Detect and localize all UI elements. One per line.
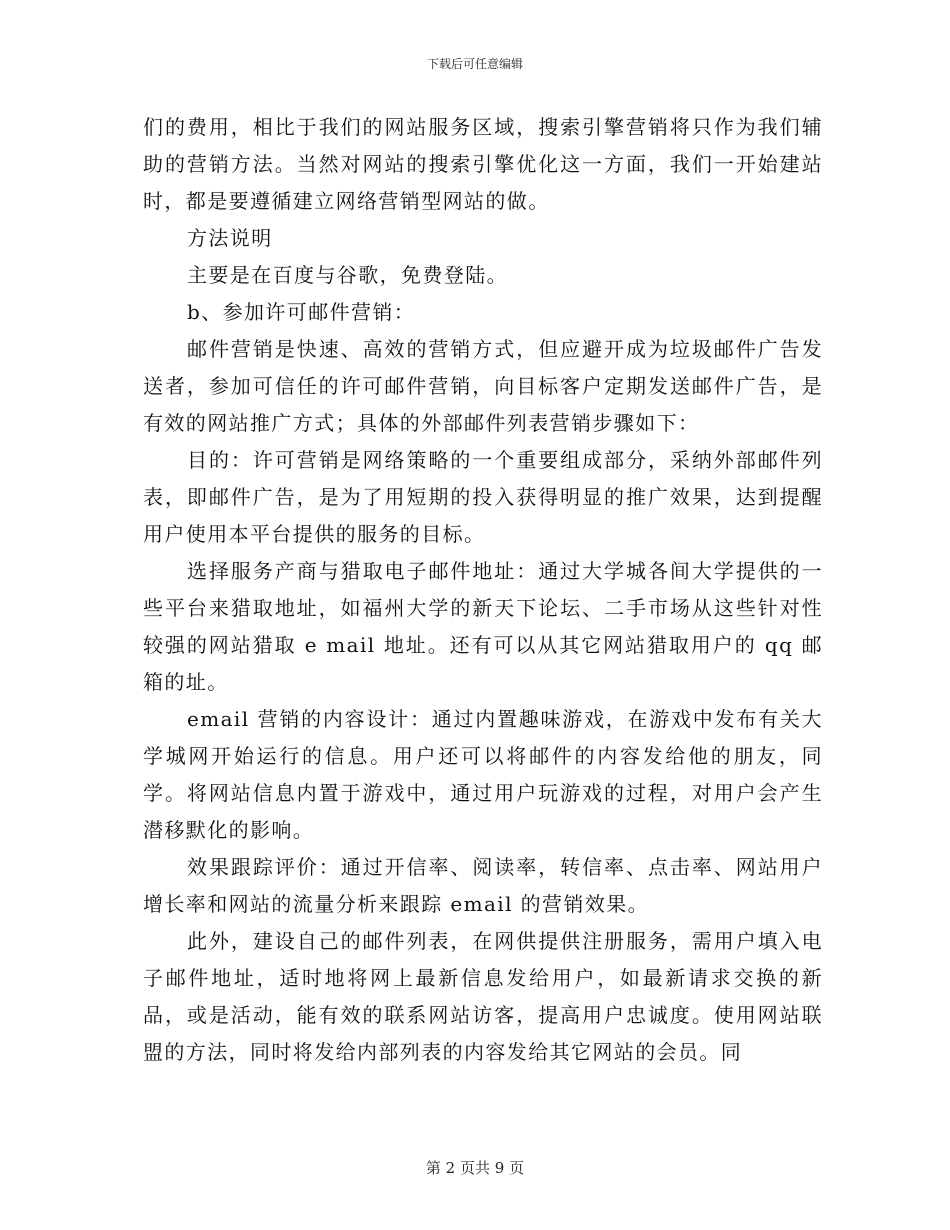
paragraph: email 营销的内容设计：通过内置趣味游戏，在游戏中发布有关大学城网开始运行的信息。用户还可以将邮件的内容发给他的朋友，同学。将网站信息内置于游戏中，通过用户玩游戏的过程，对用户会产生潜移默化的影响。 <box>143 707 823 842</box>
paragraph: 选择服务产商与猎取电子邮件地址：通过大学城各间大学提供的一些平台来猎取地址，如福州大学的新天下论坛、二手市场从这些针对性较强的网站猎取 e mail 地址。还有可以从其它网站猎取用户的 qq 邮箱的址。 <box>143 559 823 694</box>
page-header: 下载后可任意编辑 <box>426 57 523 71</box>
paragraph-heading: 方法说明 <box>187 226 273 250</box>
paragraph-heading: b、参加许可邮件营销： <box>187 300 416 324</box>
paragraph: 们的费用，相比于我们的网站服务区域，搜索引擎营销将只作为我们辅助的营销方法。当然对网站的搜索引擎优化这一方面，我们一开始建站时，都是要遵循建立网络营销型网站的做。 <box>143 115 823 213</box>
paragraph: 目的：许可营销是网络策略的一个重要组成部分，采纳外部邮件列表，即邮件广告，是为了用短期的投入获得明显的推广效果，达到提醒用户使用本平台提供的服务的目标。 <box>143 448 823 546</box>
paragraph: 邮件营销是快速、高效的营销方式，但应避开成为垃圾邮件广告发送者，参加可信任的许可邮件营销，向目标客户定期发送邮件广告，是有效的网站推广方式；具体的外部邮件列表营销步骤如下： <box>143 337 823 435</box>
page-number: 第 2 页共 9 页 <box>425 1159 525 1177</box>
paragraph: 主要是在百度与谷歌，免费登陆。 <box>187 263 508 287</box>
paragraph: 效果跟踪评价：通过开信率、阅读率，转信率、点击率、网站用户增长率和网站的流量分析来跟踪 email 的营销效果。 <box>143 855 823 916</box>
paragraph: 此外，建设自己的邮件列表，在网供提供注册服务，需用户填入电子邮件地址，适时地将网上最新信息发给用户，如最新请求交换的新品，或是活动，能有效的联系网站访客，提高用户忠诚度。使用网站联盟的方法，同时将发给内部列表的内容发给其它网站的会员。同 <box>143 929 823 1064</box>
document-body <box>143 109 823 1071</box>
